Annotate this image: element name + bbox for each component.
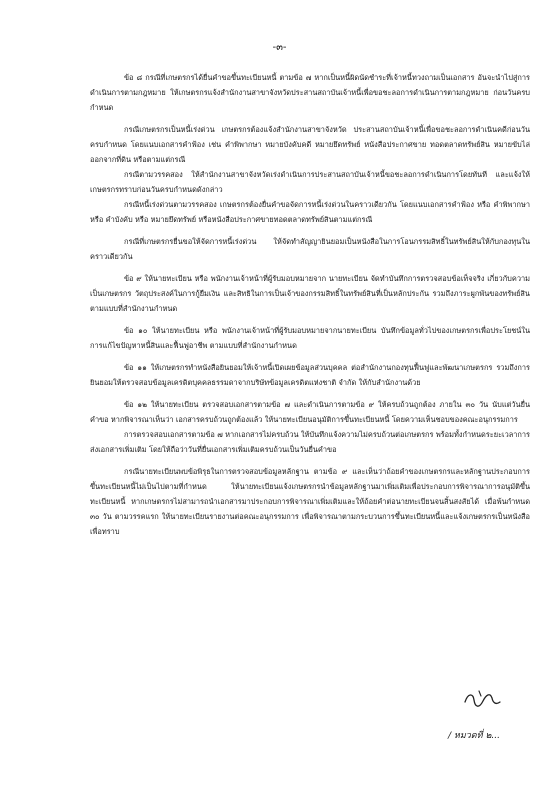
handwritten-signature xyxy=(462,688,502,718)
document-body xyxy=(90,70,530,539)
paragraph-article-8: ข้อ ๘ กรณีที่เกษตรกรได้ยื่นคำขอขึ้นทะเบียนหนี้ ตามข้อ ๗ หากเป็นหนี้ผิดนัดชำระที่เจ้าหนี้ทวงถามเป็นเอกสาร อันจะนำไปสู่การดำเนินการตามกฎหมาย ให้เกษตรกรแจ้งสำนักงานสาขาจังหวัดประสานสถาบันเจ้าหนี้เพื่อขอชะลอการดำเนินการตามกฎหมาย ก่อนวันครบกำหนด xyxy=(90,73,530,112)
paragraph-article-9: ข้อ ๙ ให้นายทะเบียน หรือ พนักงานเจ้าหน้าที่ผู้รับมอบหมายจาก นายทะเบียน จัดทำบันทึกการตรวจสอบข้อเท็จจริง เกี่ยวกับความเป็นเกษตรกร วัตถุประสงค์ในการกู้ยืมเงิน และสิทธิในการเป็นเจ้าของกรรมสิทธิ์ในทรัพย์สินที่เป็นหลักประกัน รวมถึงภาระผูกพันของทรัพย์สิน ตามแบบที่สำนักงานกำหนด xyxy=(90,274,530,313)
paragraph-urgent-debt: กรณีเกษตรกรเป็นหนี้เร่งด่วน เกษตรกรต้องแจ้งสำนักงานสาขาจังหวัด ประสานสถาบันเจ้าหนี้เพื่อขอชะลอการดำเนินคดีก่อนวันครบกำหนด โดยแนบเอกสารคำฟ้อง เช่น คำพิพากษา หมายบังคับคดี หมายยึดทรัพย์ หนังสือประกาศขาย ทอดตลาดทรัพย์สิน หมายขับไล่ออกจากที่ดิน หรือตามแต่กรณี xyxy=(90,125,530,164)
paragraph-article-11: ข้อ ๑๑ ให้เกษตรกรทำหนังสือยินยอมให้เจ้าหนี้เปิดเผยข้อมูลส่วนบุคคล ต่อสำนักงานกองทุนฟื้นฟูและพัฒนาเกษตรกร รวมถึงการยินยอมให้ตรวจสอบข้อมูลเครดิตบุคคลธรรมดาจากบริษัทข้อมูลเครดิตแห่งชาติ จำกัด ให้กับสำนักงานด้วย xyxy=(90,363,530,387)
paragraph-article-12: ข้อ ๑๒ ให้นายทะเบียน ตรวจสอบเอกสารตามข้อ ๗ และดำเนินการตามข้อ ๙ ให้ครบถ้วนถูกต้อง ภายใน ๓๐ วัน นับแต่วันยื่นคำขอ หากพิจารณาเห็นว่า เอกสารครบถ้วนถูกต้องแล้ว ให้นายทะเบียนอนุมัติการขึ้นทะเบียนหนี้ โดยความเห็นชอบของคณะอนุกรรมการ xyxy=(90,400,530,424)
paragraph-document-check: การตรวจสอบเอกสารตามข้อ ๗ หากเอกสารไม่ครบถ้วน ให้บันทึกแจ้งความไม่ครบถ้วนต่อเกษตรกร พร้อมทั้งกำหนดระยะเวลาการส่งเอกสารเพิ่มเติม โดยให้ถือว่าวันที่ยื่นเอกสารเพิ่มเติมครบถ้วนเป็นวันยื่นคำขอ xyxy=(90,430,531,454)
continuation-note: / หมวดที่ ๒... xyxy=(448,731,500,741)
paragraph-registrar-discrepancy: กรณีนายทะเบียนพบข้อพิรุธในการตรวจสอบข้อมูลหลักฐาน ตามข้อ ๙ และเห็นว่าถ้อยคำของเกษตรกรและหลักฐานประกอบการขึ้นทะเบียนหนี้ไม่เป็นไปตามที่กำหนด ให้นายทะเบียนแจ้งเกษตรกรนำข้อมูลหลักฐานมาเพิ่มเติมเพื่อประกอบการพิจารณาการอนุมัติขึ้นทะเบียนหนี้ หากเกษตรกรไม่สามารถนำเอกสารมาประกอบการพิจารณาเพิ่มเติมและให้ถ้อยคำต่อนายทะเบียนจนสิ้นสงสัยได้ เมื่อพ้นกำหนด ๓๐ วัน ตามวรรคแรก ให้นายทะเบียนรายงานต่อคณะอนุกรรมการ เพื่อพิจารณาตามกระบวนการขึ้นทะเบียนหนี้และแจ้งเกษตรกรเป็นหนังสือเพื่อทราบ xyxy=(90,467,530,536)
paragraph-article-10: ข้อ ๑๐ ให้นายทะเบียน หรือ พนักงานเจ้าหน้าที่ผู้รับมอบหมายจากนายทะเบียน บันทึกข้อมูลทั่วไปของเกษตรกรเพื่อประโยชน์ในการแก้ไขปัญหาหนี้สินและฟื้นฟูอาชีพ ตามแบบที่สำนักงานกำหนด xyxy=(90,326,530,350)
paragraph-ownership-transfer: กรณีที่เกษตรกรยื่นขอให้จัดการหนี้เร่งด่วน ให้จัดทำสัญญายินยอมเป็นหนังสือในการโอนกรรมสิทธิ์ในทรัพย์สินให้กับกองทุนในคราวเดียวกัน xyxy=(90,237,530,261)
paragraph-urgent-debt-submission: กรณีหนี้เร่งด่วนตามวรรคสอง เกษตรกรต้องยื่นคำขอจัดการหนี้เร่งด่วนในคราวเดียวกัน โดยแนบเอกสารคำฟ้อง หรือ คำพิพากษา หรือ คำบังคับ หรือ หมายยึดทรัพย์ หรือหนังสือประกาศขายทอดตลาดทรัพย์สินตามแต่กรณี xyxy=(90,200,530,224)
paragraph-second-clause: กรณีตามวรรคสอง ให้สำนักงานสาขาจังหวัดเร่งดำเนินการประสานสถาบันเจ้าหนี้ขอชะลอการดำเนินการโดยทันที และแจ้งให้เกษตรกรทราบก่อนวันครบกำหนดดังกล่าว xyxy=(90,170,530,194)
page-number: -๓- xyxy=(272,42,287,53)
